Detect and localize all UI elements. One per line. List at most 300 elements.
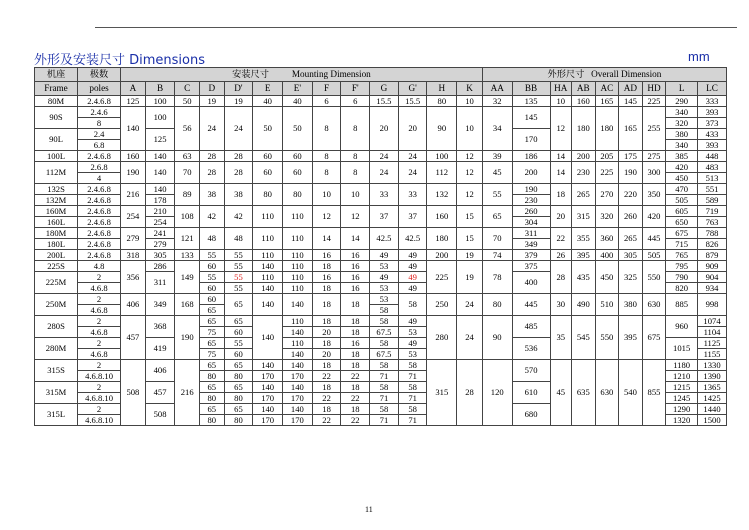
table-cell: 58 (370, 360, 399, 371)
table-cell: 58 (370, 382, 399, 393)
table-cell: 74 (482, 250, 512, 261)
table-cell: 60 (200, 294, 225, 305)
table-cell: 140 (283, 360, 313, 371)
table-cell: 510 (595, 294, 619, 316)
table-cell: 551 (698, 184, 727, 195)
table-cell: 1390 (698, 371, 727, 382)
table-cell: 280 (427, 316, 457, 360)
table-cell: 715 (666, 239, 698, 250)
table-cell: 112M (35, 162, 78, 184)
table-cell: 8 (312, 107, 341, 151)
table-cell: 28 (550, 261, 572, 294)
table-cell: 719 (698, 206, 727, 217)
table-cell: 490 (572, 294, 596, 316)
table-cell: 65 (224, 360, 253, 371)
table-cell: 48 (200, 228, 225, 250)
table-cell: 55 (224, 272, 253, 283)
table-cell: 448 (698, 151, 727, 162)
table-cell: 315 (572, 206, 596, 228)
table-row (35, 162, 727, 173)
table-cell: 10 (341, 184, 370, 206)
table-cell: 435 (572, 261, 596, 294)
table-cell: 200 (572, 151, 596, 162)
table-cell: 445 (512, 294, 550, 316)
table-cell: 186 (512, 151, 550, 162)
table-cell: 8 (341, 151, 370, 162)
table-cell: 4.6.8.10 (78, 371, 121, 382)
table-cell: 360 (595, 228, 619, 250)
table-cell: 333 (698, 96, 727, 107)
table-cell: 45 (550, 360, 572, 426)
table-cell: 373 (698, 118, 727, 129)
table-cell: 50 (283, 107, 313, 151)
table-cell: 65 (200, 382, 225, 393)
table-cell: 635 (572, 360, 596, 426)
table-row (35, 360, 727, 371)
table-cell: 457 (121, 316, 146, 360)
table-cell: 650 (666, 217, 698, 228)
table-cell: 380 (666, 129, 698, 140)
table-row (35, 206, 727, 217)
dimensions-table (34, 67, 727, 426)
table-cell: 110 (283, 261, 313, 272)
table-cell: 19 (200, 96, 225, 107)
table-cell: 80 (224, 415, 253, 426)
table-cell: 140 (283, 382, 313, 393)
table-cell: 125 (121, 96, 146, 107)
table-cell: 419 (145, 338, 175, 360)
table-cell: 55 (224, 283, 253, 294)
table-cell: 32 (482, 96, 512, 107)
table-cell: 80 (224, 393, 253, 404)
table-cell: 80 (482, 294, 512, 316)
table-cell: 145 (619, 96, 643, 107)
table-cell: 65 (224, 316, 253, 327)
table-cell: 190 (175, 316, 200, 360)
table-cell: 230 (572, 162, 596, 184)
table-cell: 60 (200, 261, 225, 272)
header-col: AD (619, 82, 643, 96)
table-cell: 170 (253, 415, 283, 426)
header-frame-cn: 机座 (35, 68, 78, 82)
header-poles-cn: 极数 (78, 68, 121, 82)
table-cell: 885 (666, 294, 698, 316)
table-cell: 355 (572, 228, 596, 250)
table-cell: 80 (253, 184, 283, 206)
table-cell: 254 (145, 217, 175, 228)
table-cell: 4.6.8 (78, 283, 121, 294)
header-col: G' (398, 82, 427, 96)
table-cell: 12 (550, 107, 572, 151)
table-cell: 18 (341, 327, 370, 338)
table-cell: 133 (175, 250, 200, 261)
table-cell: 1425 (698, 393, 727, 404)
table-cell: 1215 (666, 382, 698, 393)
header-overall (482, 68, 726, 82)
table-cell: 26 (550, 250, 572, 261)
table-cell: 250 (427, 294, 457, 316)
table-cell: 24 (398, 162, 427, 184)
table-row (35, 250, 727, 261)
table-cell: 108 (175, 206, 200, 228)
table-cell: 820 (666, 283, 698, 294)
table-cell: 315 (427, 360, 457, 426)
table-cell: 15.5 (370, 96, 399, 107)
table-cell: 290 (666, 96, 698, 107)
table-cell: 60 (224, 327, 253, 338)
table-cell: 216 (175, 360, 200, 426)
page-number: 11 (365, 505, 373, 514)
header-col: D' (224, 82, 253, 96)
table-cell: 22 (341, 415, 370, 426)
table-cell: 225 (595, 162, 619, 184)
page-title: 外形及安装尺寸 Dimensions (34, 53, 206, 68)
table-cell: 200 (427, 250, 457, 261)
table-cell: 765 (666, 250, 698, 261)
table-row (35, 228, 727, 239)
table-cell: 1015 (666, 338, 698, 360)
table-cell: 58 (398, 360, 427, 371)
table-cell: 18 (341, 316, 370, 327)
table-cell: 1245 (666, 393, 698, 404)
table-cell: 1210 (666, 371, 698, 382)
table-cell: 140 (283, 294, 313, 316)
table-cell: 2 (78, 272, 121, 283)
table-cell: 65 (200, 404, 225, 415)
table-cell: 275 (642, 151, 666, 162)
table-cell: 605 (666, 206, 698, 217)
table-cell: 2 (78, 382, 121, 393)
table-cell: 34 (482, 107, 512, 151)
table-cell: 379 (512, 250, 550, 261)
table-cell: 18 (341, 360, 370, 371)
table-cell: 2 (78, 360, 121, 371)
header-col: L (666, 82, 698, 96)
table-cell: 400 (595, 250, 619, 261)
table-cell: 2 (78, 294, 121, 305)
table-cell: 505 (642, 250, 666, 261)
table-cell: 4.8 (78, 261, 121, 272)
table-cell: 140 (283, 327, 313, 338)
table-cell: 53 (370, 261, 399, 272)
table-cell: 12 (457, 162, 483, 184)
table-cell: 280S (35, 316, 78, 338)
table-cell: 40 (283, 96, 313, 107)
table-cell: 53 (398, 349, 427, 360)
table-cell: 20 (398, 107, 427, 151)
table-cell: 90L (35, 129, 78, 151)
header-col: E (253, 82, 283, 96)
table-cell: 375 (512, 261, 550, 272)
table-cell: 42.5 (398, 228, 427, 250)
table-cell: 1180 (666, 360, 698, 371)
header-col: D (200, 82, 225, 96)
table-cell: 30 (550, 294, 572, 316)
table-cell: 16 (312, 250, 341, 261)
table-cell: 1290 (666, 404, 698, 415)
table-cell: 110 (283, 316, 313, 327)
unit-label: mm (688, 49, 710, 64)
table-cell: 132 (427, 184, 457, 206)
table-cell: 100 (145, 107, 175, 129)
table-cell: 6 (312, 96, 341, 107)
table-cell: 140 (253, 316, 283, 360)
header-row-2 (35, 82, 727, 96)
table-cell: 550 (595, 316, 619, 360)
table-cell: 216 (121, 184, 146, 206)
table-cell: 24 (398, 151, 427, 162)
table-cell: 40 (253, 96, 283, 107)
table-cell: 2.4.6.8 (78, 217, 121, 228)
table-cell: 675 (666, 228, 698, 239)
table-cell: 80 (200, 371, 225, 382)
table-cell: 545 (572, 316, 596, 360)
table-cell: 71 (370, 371, 399, 382)
table-cell: 18 (312, 283, 341, 294)
table-cell: 55 (482, 184, 512, 206)
table-cell: 998 (698, 294, 727, 316)
table-cell: 513 (698, 173, 727, 184)
table-cell: 1074 (698, 316, 727, 327)
table-cell: 393 (698, 107, 727, 118)
table-cell: 39 (482, 151, 512, 162)
table-row (35, 184, 727, 195)
table-cell: 58 (370, 305, 399, 316)
table-cell: 65 (200, 360, 225, 371)
table-cell: 100 (427, 151, 457, 162)
table-cell: 149 (175, 261, 200, 294)
table-cell: 28 (200, 162, 225, 184)
header-col: C (175, 82, 200, 96)
table-cell: 49 (370, 272, 399, 283)
table-cell: 2.4.6.8 (78, 195, 121, 206)
table-cell: 24 (200, 107, 225, 151)
table-cell: 8 (341, 107, 370, 151)
table-cell: 48 (224, 228, 253, 250)
table-cell: 110 (253, 272, 283, 283)
table-cell: 28 (457, 360, 483, 426)
table-cell: 37 (370, 206, 399, 228)
table-cell: 14 (312, 228, 341, 250)
table-cell: 160 (121, 151, 146, 162)
table-cell: 350 (642, 184, 666, 206)
table-cell: 53 (370, 294, 399, 305)
table-cell: 279 (145, 239, 175, 250)
table-cell: 165 (595, 96, 619, 107)
table-cell: 140 (253, 294, 283, 316)
table-cell: 145 (512, 107, 550, 129)
table-cell: 18 (312, 360, 341, 371)
table-cell: 18 (312, 294, 341, 316)
table-cell: 170 (512, 129, 550, 151)
table-cell: 58 (398, 382, 427, 393)
table-cell: 180 (427, 228, 457, 250)
header-overall-en: Overall Dimension (591, 68, 662, 79)
header-overall-cn: 外形尺寸 (547, 68, 585, 79)
table-cell: 1320 (666, 415, 698, 426)
table-cell: 260 (619, 206, 643, 228)
table-cell: 286 (145, 261, 175, 272)
table-cell: 49 (398, 283, 427, 294)
table-cell: 55 (200, 250, 225, 261)
table-cell: 35 (550, 316, 572, 360)
table-cell: 37 (398, 206, 427, 228)
table-cell: 8 (341, 162, 370, 184)
table-cell: 255 (642, 107, 666, 151)
table-cell: 20 (312, 349, 341, 360)
table-cell: 4.6.8 (78, 305, 121, 316)
table-cell: 71 (370, 393, 399, 404)
table-cell: 10 (457, 107, 483, 151)
table-cell: 260 (512, 206, 550, 217)
table-cell: 12 (457, 184, 483, 206)
table-cell: 160L (35, 217, 78, 228)
table-cell: 80 (283, 184, 313, 206)
table-cell: 50 (253, 107, 283, 151)
table-cell: 58 (370, 404, 399, 415)
table-cell: 165 (619, 107, 643, 151)
table-cell: 55 (200, 272, 225, 283)
table-cell: 110 (283, 272, 313, 283)
table-cell: 170 (283, 415, 313, 426)
table-cell: 570 (512, 360, 550, 382)
table-cell: 110 (283, 283, 313, 294)
table-cell: 265 (572, 184, 596, 206)
table-cell: 763 (698, 217, 727, 228)
header-col: LC (698, 82, 727, 96)
table-cell: 140 (145, 151, 175, 162)
table-cell: 16 (341, 250, 370, 261)
table-cell: 610 (512, 382, 550, 404)
table-cell: 175 (619, 151, 643, 162)
table-cell: 60 (224, 349, 253, 360)
table-cell: 49 (398, 250, 427, 261)
table-cell: 16 (341, 283, 370, 294)
table-cell: 340 (666, 107, 698, 118)
table-cell: 58 (398, 294, 427, 316)
table-cell: 4.6.8.10 (78, 393, 121, 404)
header-col: AC (595, 82, 619, 96)
table-cell: 180L (35, 239, 78, 250)
table-cell: 225 (642, 96, 666, 107)
header-col: B (145, 82, 175, 96)
table-cell: 56 (175, 107, 200, 151)
table-cell: 270 (595, 184, 619, 206)
table-cell: 349 (145, 294, 175, 316)
table-cell: 6 (341, 96, 370, 107)
table-cell: 2.4.6.8 (78, 151, 121, 162)
table-cell: 16 (341, 338, 370, 349)
table-cell: 14 (550, 162, 572, 184)
table-cell: 433 (698, 129, 727, 140)
table-cell: 630 (642, 294, 666, 316)
table-cell: 18 (341, 404, 370, 415)
table-cell: 170 (283, 393, 313, 404)
table-cell: 60 (253, 151, 283, 162)
header-col: AB (572, 82, 596, 96)
header-mounting-en: Mounting Dimension (291, 68, 371, 79)
header-col: F' (341, 82, 370, 96)
header-row-1 (35, 68, 727, 82)
table-cell: 70 (482, 228, 512, 250)
header-col: BB (512, 82, 550, 96)
table-cell: 140 (145, 162, 175, 184)
table-cell: 90S (35, 107, 78, 129)
header-col: G (370, 82, 399, 96)
table-cell: 14 (341, 228, 370, 250)
table-cell: 19 (224, 96, 253, 107)
header-col: HD (642, 82, 666, 96)
table-cell: 1365 (698, 382, 727, 393)
table-cell: 4.6.8.10 (78, 415, 121, 426)
table-cell: 6.8 (78, 140, 121, 151)
table-cell: 38 (200, 184, 225, 206)
table-cell: 420 (642, 206, 666, 228)
table-cell: 311 (145, 272, 175, 294)
table-cell: 15 (457, 206, 483, 228)
table-cell: 349 (512, 239, 550, 250)
table-cell: 112 (427, 162, 457, 184)
table-cell: 879 (698, 250, 727, 261)
header-col: AA (482, 82, 512, 96)
table-cell: 24 (457, 294, 483, 316)
table-cell: 28 (224, 151, 253, 162)
table-cell: 63 (175, 151, 200, 162)
table-cell: 42 (224, 206, 253, 228)
table-cell: 790 (666, 272, 698, 283)
table-cell: 49 (398, 272, 427, 283)
table-cell: 140 (121, 107, 146, 151)
table-cell: 960 (666, 316, 698, 338)
table-cell: 168 (175, 294, 200, 316)
table-cell: 60 (200, 283, 225, 294)
table-cell: 2.4.6.8 (78, 239, 121, 250)
table-cell: 19 (457, 261, 483, 294)
table-cell: 1104 (698, 327, 727, 338)
table-cell: 445 (642, 228, 666, 250)
table-cell: 65 (200, 305, 225, 316)
table-cell: 120 (482, 360, 512, 426)
table-cell: 132M (35, 195, 78, 206)
table-cell: 395 (572, 250, 596, 261)
table-cell: 140 (145, 184, 175, 195)
table-cell: 305 (619, 250, 643, 261)
table-cell: 110 (283, 206, 313, 228)
header-col: F (312, 82, 341, 96)
table-cell: 65 (224, 294, 253, 316)
header-mounting (121, 68, 483, 82)
table-row (35, 151, 727, 162)
table-cell: 2.4.6.8 (78, 184, 121, 195)
table-cell: 1440 (698, 404, 727, 415)
table-cell: 67.5 (370, 349, 399, 360)
table-cell: 675 (642, 316, 666, 360)
table-body (35, 96, 727, 426)
table-cell: 49 (398, 316, 427, 327)
header-col: HA (550, 82, 572, 96)
table-cell: 53 (370, 283, 399, 294)
table-cell: 2.4.6.8 (78, 206, 121, 217)
table-cell: 24 (370, 151, 399, 162)
table-row (35, 294, 727, 305)
table-cell: 254 (121, 206, 146, 228)
table-cell: 320 (666, 118, 698, 129)
header-frame-en: Frame (35, 82, 78, 96)
table-cell: 508 (121, 360, 146, 426)
table-cell: 89 (175, 184, 200, 206)
table-cell: 450 (595, 261, 619, 294)
table-cell: 18 (341, 349, 370, 360)
